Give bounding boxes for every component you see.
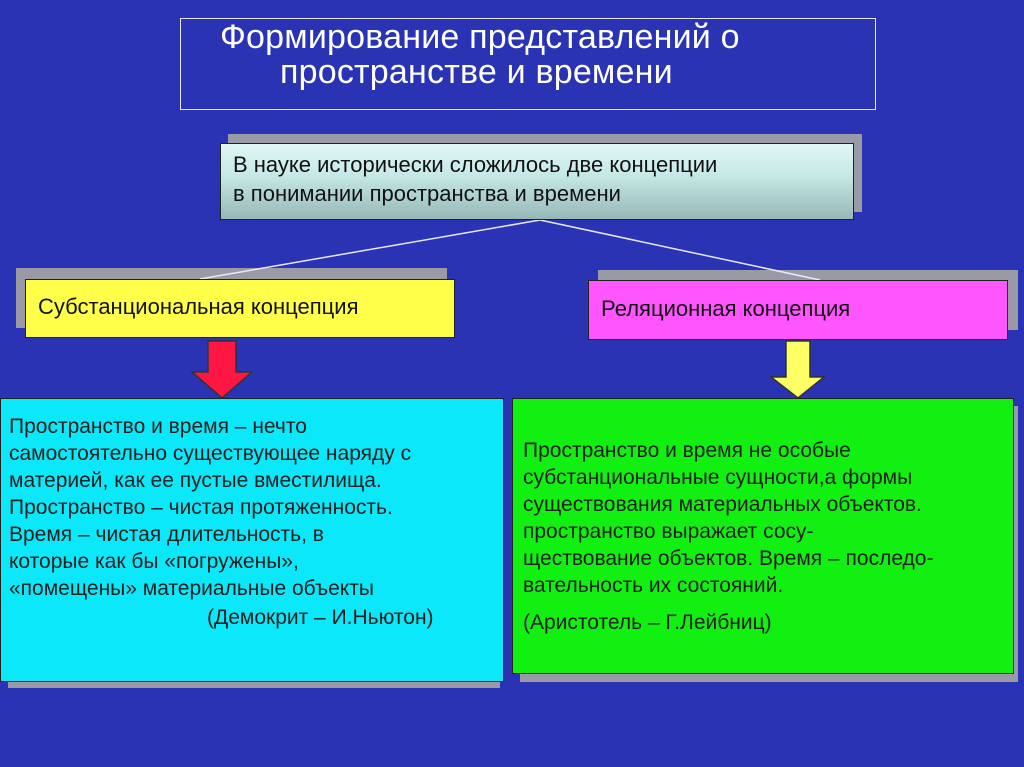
left-line: Время – чистая длительность, в [9, 523, 324, 546]
relational-concept-heading [588, 280, 1008, 340]
right-line: субстанциональные сущности,а формы [523, 466, 913, 489]
right-line: вательность их состояний. [523, 574, 784, 597]
right-line: существования материальных объектов. [523, 493, 922, 516]
left-line: самостоятельно существующее наряду с [9, 442, 412, 465]
arrow-down-left [192, 341, 252, 398]
relational-concept-body [512, 398, 1014, 674]
intro-box [220, 143, 854, 220]
left-line: Пространство и время – нечто [9, 415, 307, 438]
intro-line-2: в понимании пространства и времени [233, 181, 621, 206]
left-heading-label: Субстанциональная концепция [38, 294, 359, 319]
left-authors: (Демокрит – И.Ньютон) [207, 606, 434, 629]
connector-left [200, 220, 540, 279]
substantial-concept-body [0, 398, 504, 682]
right-line: Пространство и время не особые [523, 439, 851, 462]
substantial-concept-heading [25, 279, 455, 338]
left-line: Пространство – чистая протяженность. [9, 496, 393, 519]
connector-right [540, 220, 820, 280]
left-line: «помещены» материальные объекты [9, 577, 374, 600]
left-line: материей, как ее пустые вместилища. [9, 469, 382, 492]
right-line: пространство выражает сосу- [523, 520, 814, 543]
right-line: ществование объектов. Время – последо- [523, 547, 934, 570]
title-line-2: пространстве и времени [280, 53, 673, 91]
left-line: которые как бы «погружены», [9, 550, 299, 573]
right-authors: (Аристотель – Г.Лейбниц) [523, 611, 772, 634]
title-line-1: Формирование представлений о [220, 18, 740, 56]
right-heading-label: Реляционная концепция [601, 296, 851, 321]
intro-line-1: В науке исторически сложилось две концепции [233, 152, 718, 177]
arrow-down-right [771, 341, 824, 398]
